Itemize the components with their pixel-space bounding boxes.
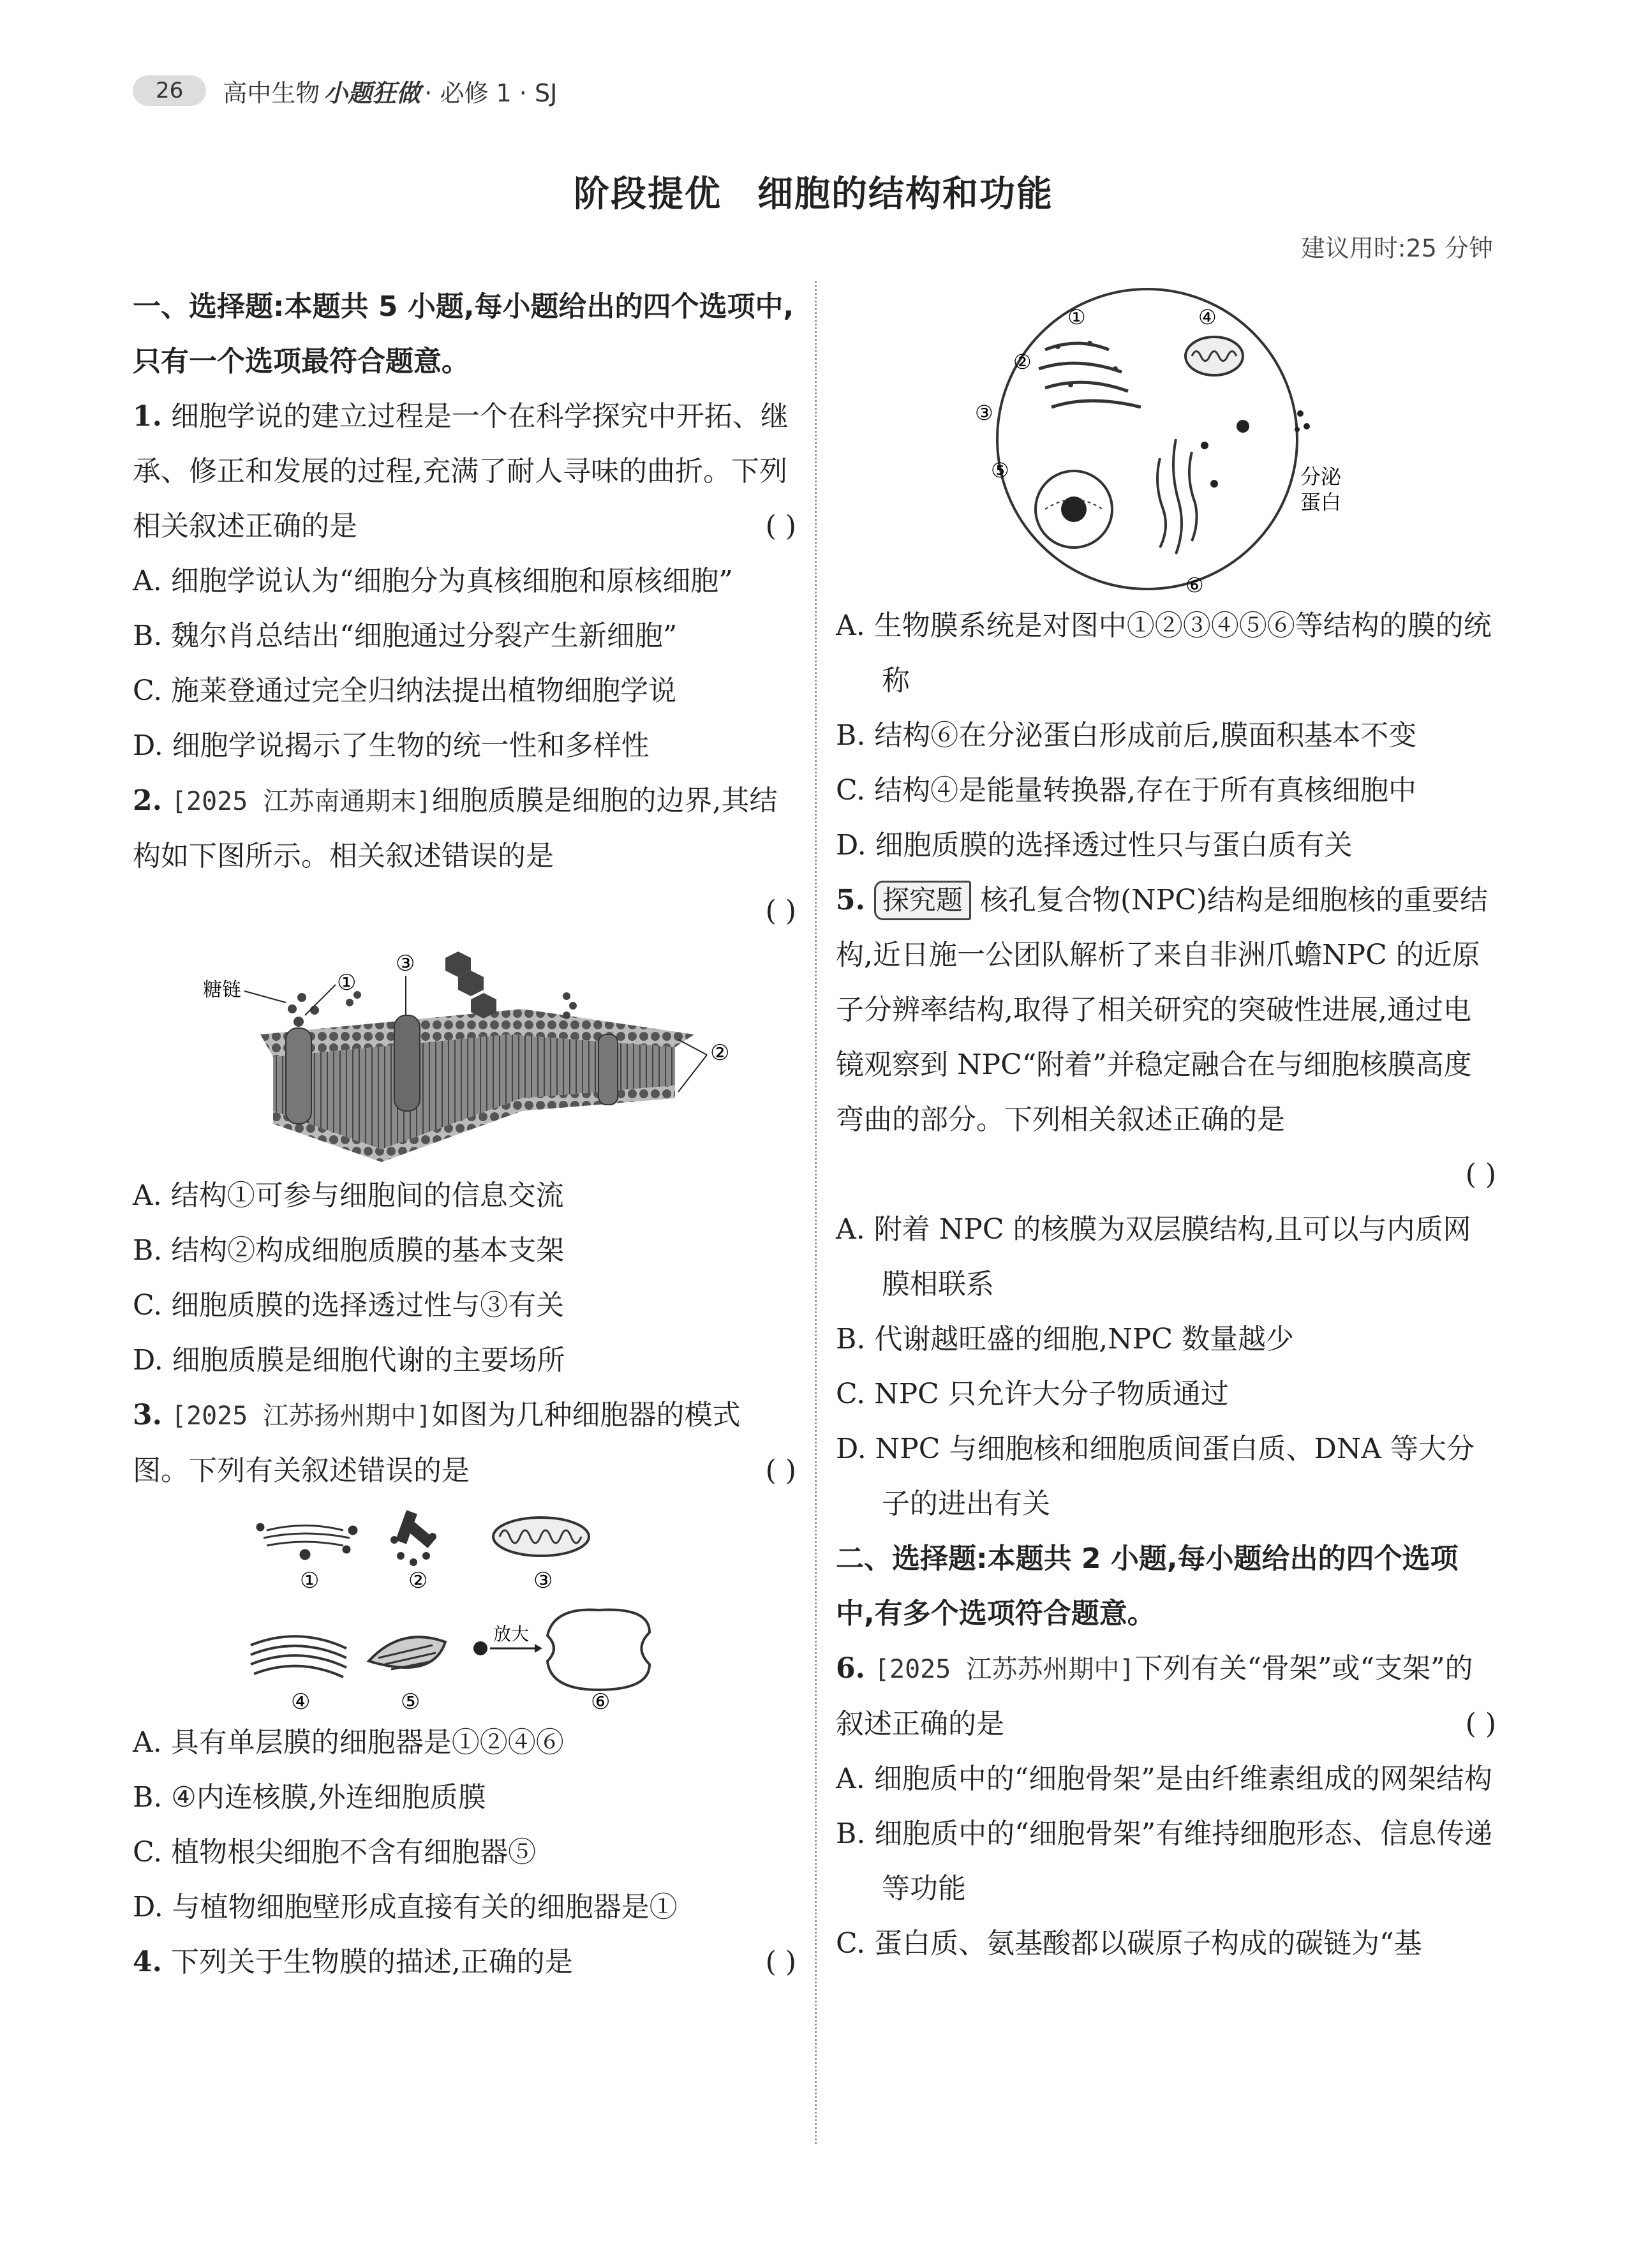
question-6 <box>836 1641 1496 1752</box>
section1-heading: 一、选择题:本题共 5 小题,每小题给出的四个选项中,只有一个选项最符合题意。 <box>133 290 794 378</box>
protein-right <box>598 1034 618 1105</box>
organelles-figure <box>241 1498 688 1715</box>
subject: 高中生物 <box>223 78 320 107</box>
section2-heading: 二、选择题:本题共 2 小题,每小题给出的四个选项中,有多个选项符合题意。 <box>836 1542 1459 1630</box>
organelle-6-num: ⑥ <box>591 1689 611 1715</box>
title-part2: 细胞的结构和功能 <box>757 174 1053 215</box>
zoom-label: 放大 <box>493 1623 530 1645</box>
q3-option-b: B. ④内连核膜,外连细胞质膜 <box>133 1781 486 1814</box>
q5-stem: 核孔复合物(NPC)结构是细胞核的重要结构,近日施一公团队解析了来自非洲爪蟾NPC 的近原子分辨率结构,取得了相关研究的突破性进展,通过电镜观察到 NPC“附着”并稳定融合在与细胞核膜高度弯曲的部分。下列相关叙述正确的是 <box>836 884 1489 1136</box>
q3-answer-paren: ( ) <box>765 1454 796 1487</box>
q5-option-c: C. NPC 只允许大分子物质通过 <box>836 1378 1229 1410</box>
q6-stem: 下列有关“骨架”或“支架”的叙述正确的是 <box>836 1652 1473 1740</box>
q1-answer-paren: ( ) <box>765 510 796 542</box>
q1-option-a: A. 细胞学说认为“细胞分为真核细胞和原核细胞” <box>133 565 733 597</box>
q1-option-b: B. 魏尔肖总结出“细胞通过分裂产生新细胞” <box>133 620 678 652</box>
organelle-6-vacuole <box>547 1609 650 1690</box>
q6-answer-paren: ( ) <box>1465 1708 1496 1740</box>
q4-stem: 下列关于生物膜的描述,正确的是 <box>170 1946 573 1978</box>
q2-source-tag: [2025 江苏南通期末] <box>170 787 432 816</box>
q2-number: 2. <box>133 784 162 817</box>
cell-endomembrane-figure <box>962 280 1371 599</box>
secreted-protein-label-1: 分泌 <box>1300 465 1341 489</box>
q5-number: 5. <box>836 884 865 916</box>
time-hint: 建议用时:25 分钟 <box>1300 234 1493 262</box>
question-4 <box>133 1935 796 1990</box>
q3-number: 3. <box>133 1399 162 1431</box>
q2-option-a: A. 结构①可参与细胞间的信息交流 <box>133 1179 564 1212</box>
q4-option-b: B. 结构⑥在分泌蛋白形成前后,膜面积基本不变 <box>836 719 1417 752</box>
label-2: ② <box>710 1040 730 1066</box>
left-column <box>133 280 796 1990</box>
q3-source-tag: [2025 江苏扬州期中] <box>170 1401 432 1431</box>
sugar-chain-label: 糖链 <box>203 979 241 1001</box>
organelle-2-num: ② <box>408 1568 428 1593</box>
q3-option-d: D. 与植物细胞壁形成直接有关的细胞器是① <box>133 1891 678 1923</box>
title-part1: 阶段提优 <box>574 174 722 215</box>
q2-option-c: C. 细胞质膜的选择透过性与③有关 <box>133 1289 565 1322</box>
q4-answer-paren: ( ) <box>765 1946 796 1978</box>
q1-option-c: C. 施莱登通过完全归纳法提出植物细胞学说 <box>133 675 677 707</box>
column-divider <box>815 281 817 2144</box>
q6-option-b: B. 细胞质中的“细胞骨架”有维持细胞形态、信息传递等功能 <box>836 1817 1493 1905</box>
organelle-5-num: ⑤ <box>401 1689 420 1715</box>
cell-membrane-figure <box>190 939 739 1168</box>
q1-stem: 细胞学说的建立过程是一个在科学探究中开拓、继承、修正和发展的过程,充满了耐人寻味的曲折。下列相关叙述正确的是 <box>133 400 789 542</box>
q3-option-a: A. 具有单层膜的细胞器是①②④⑥ <box>133 1726 564 1759</box>
protein-3 <box>394 1015 420 1111</box>
organelle-1-golgi <box>257 1524 357 1559</box>
q5-option-d: D. NPC 与细胞核和细胞质间蛋白质、DNA 等大分子的进出有关 <box>836 1433 1475 1520</box>
q5-explore-badge: 探究题 <box>874 881 971 920</box>
q6-source-tag: [2025 江苏苏州期中] <box>873 1655 1135 1684</box>
q4-option-d: D. 细胞质膜的选择透过性只与蛋白质有关 <box>836 829 1353 862</box>
q5-option-b: B. 代谢越旺盛的细胞,NPC 数量越少 <box>836 1323 1295 1355</box>
page-header <box>133 71 557 110</box>
organelle-6-dot <box>473 1641 487 1655</box>
question-5 <box>836 873 1496 1147</box>
organelle-4-num: ④ <box>291 1689 311 1715</box>
organelle-3-mitochondrion <box>493 1518 589 1556</box>
q4-option-a: A. 生物膜系统是对图中①②③④⑤⑥等结构的膜的统称 <box>836 609 1492 697</box>
q2-stem: 细胞质膜是细胞的边界,其结构如下图所示。相关叙述错误的是 <box>133 784 778 872</box>
q2-option-b: B. 结构②构成细胞质膜的基本支架 <box>133 1234 565 1267</box>
nucleus <box>1036 471 1112 548</box>
cell-outline <box>997 289 1297 589</box>
volume: · 必修 1 · SJ <box>424 78 558 107</box>
mitochondrion <box>1185 337 1243 375</box>
q3-stem: 如图为几种细胞器的模式图。下列有关叙述错误的是 <box>133 1399 741 1487</box>
question-2 <box>133 773 796 884</box>
fig4-label-5: ⑤ <box>990 458 1009 482</box>
fig4-label-3: ③ <box>974 401 993 425</box>
q3-option-c: C. 植物根尖细胞不含有细胞器⑤ <box>133 1836 537 1869</box>
page-number: 26 <box>133 75 206 106</box>
label-1: ① <box>337 970 357 996</box>
q1-number: 1. <box>133 400 162 433</box>
question-3 <box>133 1388 796 1498</box>
fig4-label-4: ④ <box>1198 305 1217 329</box>
right-column <box>836 280 1496 1971</box>
fig4-label-6: ⑥ <box>1185 573 1204 597</box>
question-1 <box>133 389 796 554</box>
q6-option-c: C. 蛋白质、氨基酸都以碳原子构成的碳链为“基 <box>836 1927 1422 1960</box>
page-title <box>0 166 1627 217</box>
q4-number: 4. <box>133 1946 162 1978</box>
protein-left <box>286 1028 311 1124</box>
organelle-1-num: ① <box>300 1568 320 1593</box>
q5-option-a: A. 附着 NPC 的核膜为双层膜结构,且可以与内质网膜相联系 <box>836 1213 1471 1301</box>
organelle-5-chloroplast <box>369 1637 445 1669</box>
fig4-label-1: ① <box>1067 305 1086 329</box>
q4-option-c: C. 结构④是能量转换器,存在于所有真核细胞中 <box>836 774 1417 807</box>
q6-option-a: A. 细胞质中的“细胞骨架”是由纤维素组成的网架结构 <box>836 1763 1492 1795</box>
q2-answer-paren: ( ) <box>765 895 796 927</box>
q2-option-d: D. 细胞质膜是细胞代谢的主要场所 <box>133 1344 565 1376</box>
q6-number: 6. <box>836 1652 865 1685</box>
organelle-4-er <box>251 1636 346 1677</box>
organelle-3-num: ③ <box>533 1568 553 1593</box>
q5-answer-paren: ( ) <box>1465 1158 1496 1191</box>
label-3: ③ <box>396 951 415 976</box>
secreted-protein-label-2: 蛋白 <box>1300 490 1341 514</box>
fig4-label-2: ② <box>1013 350 1032 374</box>
q1-option-d: D. 细胞学说揭示了生物的统一性和多样性 <box>133 729 650 762</box>
organelle-2-centrosome <box>390 1510 436 1566</box>
brand-logo: 小题狂做 <box>323 78 421 107</box>
